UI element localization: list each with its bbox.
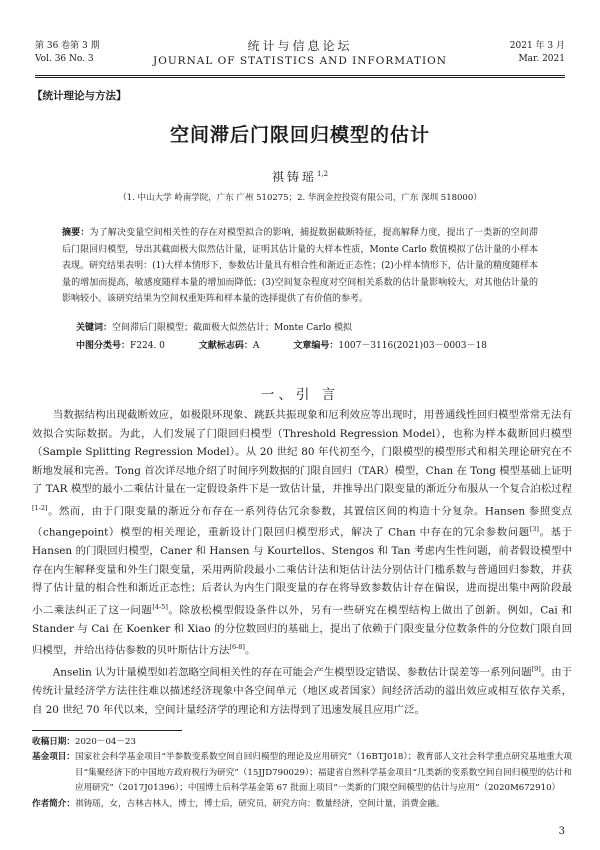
paragraph-text: 。由于传统计量经济学方法往往难以描述经济现象中各空间单元（地区或者国家）间经济活动的溢出效应或相互依存关系，自 20 世纪 70 年代以来，空间计量经济学的理论和方法得到了迅速发展且应用广泛。 [32, 666, 572, 716]
clc-value: F224. 0 [130, 341, 165, 351]
header-rule-thin [35, 77, 565, 78]
author-affil-sup: 1,2 [316, 170, 329, 178]
paragraph-text: 当数据结构出现截断效应，如极限环现象、跳跃共振现象和厄利效应等出现时，用普通线性回归模型常常无法有效拟合实际数据。为此，人们发展了门限回归模型（Threshold Regression Model），也称为样本截断回归模型（Sample Splitting Regression Model）。从 20 世纪 80 年代初至今，门限模型的模型形式和相关理论研究在不断地发展和完善。Tong 首次详尽地介绍了时间序列数据的门限自回归（TAR）模型，Chan 在 Tong 模型基础上证明了 TAR 模型的最小二乘估计量在一定假设条件下是一致估计量，并推导出门限变量的渐近分布服从一个复合泊松过程 [32, 409, 572, 495]
clc-code [76, 339, 165, 353]
header-rule [35, 75, 565, 76]
paragraph-text: 。除放松模型假设条件以外，另有一些研究在模型结构上做出了创新。例如，Cai 和 Stander 与 Cai 在 Koenker 和 Xiao 的分位数回归的基础上，提出了依赖于门限变量分位数条件的分位数门限自回归模型，并给出待估参数的贝叶斯估计方法 [32, 604, 572, 657]
doc-code [199, 339, 260, 353]
author-line [0, 168, 600, 185]
paragraph-text: 。 [244, 644, 256, 657]
doc-value: A [252, 341, 260, 351]
section-heading: 一、引 言 [260, 387, 340, 403]
paragraph [32, 406, 572, 660]
paragraph-text: 。基于 Hansen 的门限回归模型，Caner 和 Hansen 与 Kourtellos、Stengos 和 Tan 考虑内生性问题，前者假设模型中存在内生解释变量和外生门限变量，采用两阶段最小二乘估计法和矩估计法分别估计门槛系数与普通回归参数，并获得了估计量的相合性和渐近正态性；后者认为内生门限变量的存在将导致参数估计存在偏误，进而提出集中两阶段最小二乘法纠正了这一问题 [32, 526, 572, 617]
author-bio-value: 祺铸瑶，女，吉林吉林人，博士，博士后，研究员，研究方向：数量经济，空间计量，消费金融。 [74, 798, 445, 809]
affiliation: （1. 中山大学 岭南学院，广东 广州 510275；2. 华润金控投资有限公司，广东 深圳 518000） [118, 193, 482, 203]
received-date [32, 735, 572, 750]
citation: [3] [529, 525, 539, 534]
citation: [6-8] [229, 643, 245, 652]
article-label: 文章编号： [293, 341, 339, 351]
fund-info [32, 750, 572, 796]
footnote-rule [32, 730, 182, 731]
classification-line [76, 339, 487, 353]
citation: [4-5] [152, 602, 168, 611]
article-value: 1007－3116(2021)03－0003－18 [338, 341, 487, 351]
volume-issue-cn: 第 36 卷第 3 期 [35, 41, 100, 51]
paragraph-text: Anselin 认为计量模型如若忽略空间相关性的存在可能会产生模型设定错误、参数估计误差等一系列问题 [52, 666, 532, 679]
publication-date [510, 40, 565, 66]
body-text [32, 406, 572, 719]
paragraph [32, 660, 572, 719]
volume-issue-en: Vol. 36 No. 3 [35, 54, 94, 64]
publication-date-en: Mar. 2021 [518, 54, 565, 64]
journal-name-cn: 统计与信息论坛 [247, 39, 353, 53]
author-bio-label: 作者简介： [32, 798, 75, 809]
clc-label: 中图分类号： [76, 341, 131, 351]
keywords-text: 空间滞后门限模型；截面极大似然估计；Monte Carlo 模拟 [112, 323, 352, 333]
received-label: 收稿日期： [32, 737, 75, 747]
article-number [293, 339, 487, 353]
journal-name-en: JOURNAL OF STATISTICS AND INFORMATION [153, 55, 447, 67]
fund-label: 基金项目： [32, 752, 75, 763]
paragraph-text: 。然而，由于门限变量的渐近分布存在一系列待估冗余参数，其置信区间的构造十分复杂。Hansen 参照变点（changepoint）模型的相关理论，重新设计门限回归模型形式，解决了 Chan 中存在的冗余参数问题 [32, 504, 572, 539]
publication-date-cn: 2021 年 3 月 [509, 41, 565, 51]
abstract [62, 225, 538, 308]
keywords [76, 321, 352, 335]
article-title: 空间滞后门限回归模型的估计 [169, 124, 430, 146]
journal-name [35, 38, 565, 68]
received-value: 2020－04－23 [74, 737, 136, 747]
abstract-label: 摘要： [62, 228, 90, 238]
abstract-text: 为了解决变量空间相关性的存在对模型拟合的影响，捕捉数据截断特征，提高解释力度，提出了一类新的空间滞后门限回归模型，导出其截面极大似然估计量，证明其估计量的大样本性质，Monte Carlo 数值模拟了估计量的小样本表现。研究结果表明：(1)大样本情形下，参数估计量具有相合性和渐近正态性；(2)小样本情形下，估计量的精度随样本量的增加而提高，敏感度随样本量的增加而降低；(3)空间复杂程度对空间相关系数的估计量影响较大，对其他估计量的影响较小。该研究结果为空间权重矩阵和样本量的选择提供了有价值的参考。 [62, 228, 538, 304]
citation: [1-2] [32, 503, 48, 512]
page-number: 3 [558, 826, 565, 837]
author-name: 祺铸瑶 [271, 170, 317, 184]
section-tag: 【统计理论与方法】 [32, 90, 127, 102]
author-bio [32, 797, 572, 812]
keywords-label: 关键词： [76, 323, 113, 333]
running-header [35, 40, 565, 74]
doc-label: 文献标志码： [198, 341, 253, 351]
footnotes [32, 735, 572, 812]
fund-value: 国家社会科学基金项目“半参数变系数空间自回归模型的理论及应用研究”（16BTJ018）；教育部人文社会科学重点研究基地重大项目“集聚经济下的中国地方政府税行为研究”（15JJD790029）；福建省自然科学基金项目“几类新的变系数空间自回归模型的估计和应用研究”（2017J01396）；中国博士后科学基金第 67 批面上项目“一类新的门限空间模型的估计与应用”（2020M672910） [74, 752, 572, 794]
citation: [9] [531, 665, 541, 674]
